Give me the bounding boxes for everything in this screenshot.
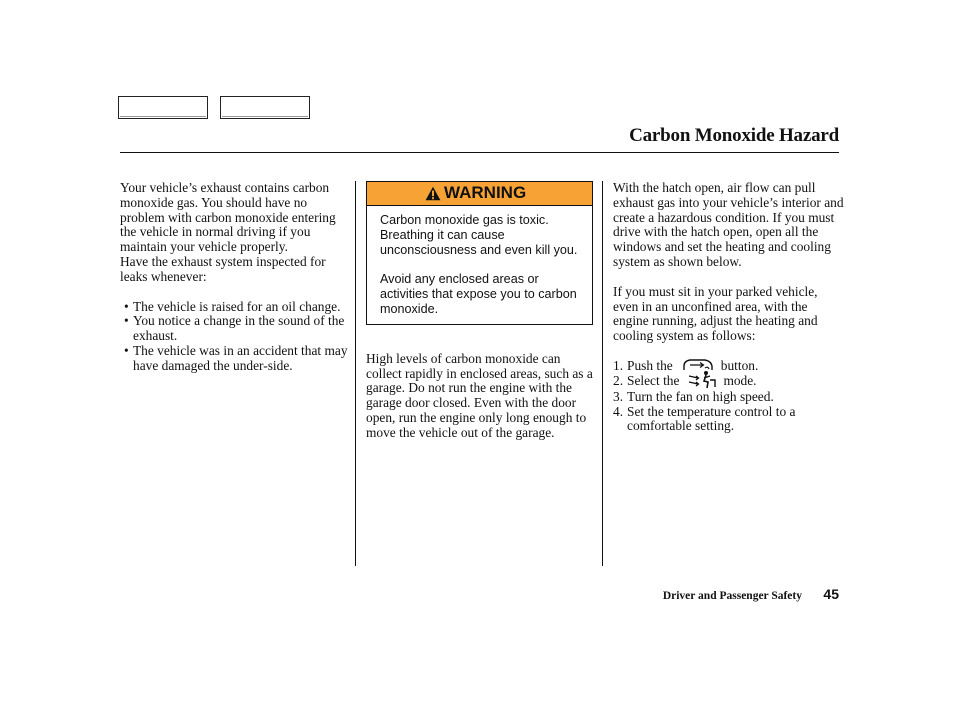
- right-column: [613, 181, 845, 434]
- list-item: 1. Push the button.: [613, 357, 759, 373]
- warning-label: WARNING: [444, 183, 527, 203]
- list-item: • The vehicle was in an accident that may have damaged the under-side.: [120, 344, 348, 374]
- garage-paragraph: High levels of carbon monoxide can collect rapidly in enclosed areas, such as a garage. Do not run the engine with the garage door closed. Even with the door open, run the engine only long enough to move the vehicle out of the garage.: [366, 350, 593, 440]
- intro-paragraph: Your vehicle’s exhaust contains carbon monoxide gas. You should have no problem with carbon monoxide entering the vehicle in normal driving if you maintain your vehicle properly.: [120, 180, 336, 255]
- inspection-paragraph: Have the exhaust system inspected for leaks whenever:: [120, 253, 326, 284]
- page-title: Carbon Monoxide Hazard: [629, 125, 839, 146]
- vent-mode-icon: [687, 370, 717, 390]
- list-item: 4. Set the temperature control to a comfortable setting.: [613, 403, 796, 434]
- warning-text: Carbon monoxide gas is toxic. Breathing it can cause unconsciousness and even kill you.: [380, 213, 578, 257]
- inspection-list: [120, 300, 348, 374]
- column-divider: [602, 181, 603, 566]
- parked-paragraph: If you must sit in your parked vehicle, even in an unconfined area, with the engine running, adjust the heating and cooling system as follows:: [613, 283, 818, 344]
- list-item: 3. Turn the fan on high speed.: [613, 388, 774, 404]
- left-column: [120, 181, 348, 374]
- hatch-paragraph: With the hatch open, air flow can pull exhaust gas into your vehicle’s interior and create a hazardous condition. If you must drive with the hatch open, open all the windows and set the heating and cooling system as shown below.: [613, 180, 844, 269]
- page-number: 45: [823, 586, 839, 602]
- warning-header: [367, 182, 592, 206]
- column-divider: [355, 181, 356, 566]
- list-item: • You notice a change in the sound of the exhaust.: [120, 314, 348, 344]
- middle-column: [366, 181, 594, 441]
- list-item: 2. Select the mode.: [613, 374, 845, 390]
- warning-triangle-icon: [425, 186, 441, 201]
- warning-body: [367, 206, 592, 324]
- warning-text: Avoid any enclosed areas or activities that expose you to carbon monoxide.: [380, 272, 577, 316]
- warning-box: [366, 181, 593, 325]
- footer-section-name: Driver and Passenger Safety: [662, 590, 802, 602]
- nav-back-button[interactable]: [118, 96, 208, 119]
- list-item: • The vehicle is raised for an oil change.: [120, 300, 348, 315]
- steps-list: [613, 359, 845, 434]
- title-divider: [120, 152, 839, 153]
- nav-forward-button[interactable]: [220, 96, 310, 119]
